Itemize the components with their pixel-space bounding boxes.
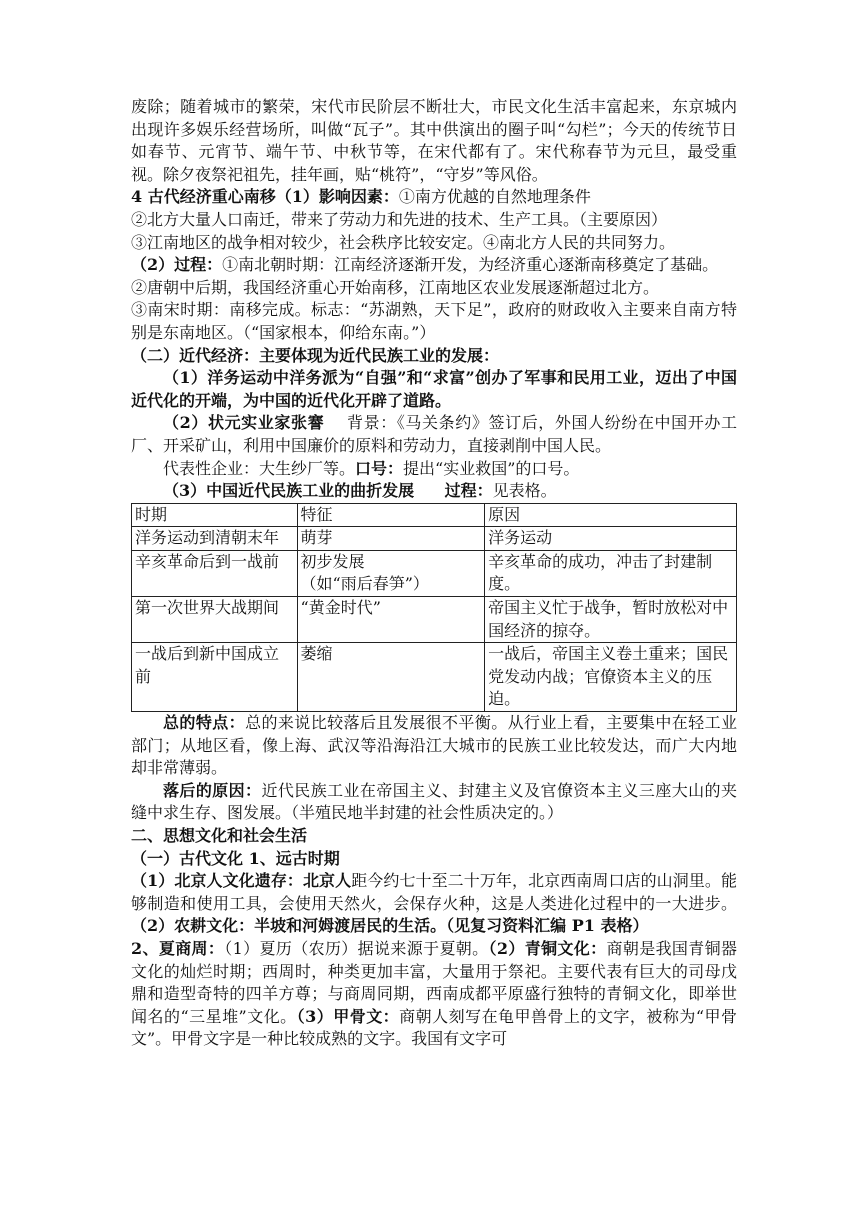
overall-label: 总的特点： bbox=[163, 713, 246, 733]
table-row bbox=[132, 597, 737, 643]
slogan-label: 口号： bbox=[355, 458, 404, 478]
farming-culture-label: （2）农耕文化：半坡和河姆渡居民的生活。（见复习资料汇编 P1 表格） bbox=[131, 916, 649, 936]
table-row bbox=[132, 527, 737, 551]
overall-features bbox=[131, 712, 737, 780]
table-cell: 洋务运动 bbox=[485, 527, 737, 551]
westernization-paragraph bbox=[131, 367, 737, 412]
ancient-culture-subheading bbox=[131, 848, 737, 871]
table-cell: 洋务运动到清朝末年 bbox=[132, 527, 298, 551]
xia-shang-zhou-paragraph bbox=[131, 938, 737, 1051]
table-header-cell: 特征 bbox=[297, 503, 485, 527]
zhang-jian-paragraph bbox=[131, 412, 737, 457]
factor-2: ②北方大量人口南迁，带来了劳动力和先进的技术、生产工具。（主要原因） bbox=[131, 209, 668, 229]
bronze-text: 商朝是我国青铜器文化的灿烂时期；西周时，种类更加丰富，大量用于祭祀。主要代表有巨大的司母戊鼎和造型奇特的四羊方尊；与商周同期，西南成都平原盛行独特的青铜文化，即举世闻名的“三星堆”文化。 bbox=[131, 938, 737, 1026]
table-cell: 第一次世界大战期间 bbox=[132, 597, 298, 643]
slogan-text: 提出“实业救国”的口号。 bbox=[403, 458, 580, 478]
process-1 bbox=[131, 254, 737, 277]
culture-heading-text: 二、思想文化和社会生活 bbox=[131, 826, 308, 845]
document-page bbox=[131, 96, 737, 1051]
xsz-label: 2、夏商周： bbox=[131, 938, 225, 958]
enterprise-paragraph bbox=[131, 458, 737, 481]
bronze-label: （2）青铜文化： bbox=[488, 938, 607, 958]
table-header-cell: 原因 bbox=[485, 503, 737, 527]
oracle-bone-label: （3）甲骨文： bbox=[296, 1006, 400, 1026]
reasons-label: 落后的原因： bbox=[163, 780, 262, 800]
table-cell: 辛亥革命后到一战前 bbox=[132, 550, 298, 596]
peking-man-paragraph bbox=[131, 870, 737, 938]
factor-1: ①南方优越的自然地理条件 bbox=[398, 187, 591, 207]
process-label-2: 过程： bbox=[444, 481, 493, 501]
westernization-text: （1）洋务运动中洋务派为“自强”和“求富”创办了军事和民用工业，迈出了中国近代化的开端，为中国的近代化开辟了道路。 bbox=[131, 368, 737, 410]
zhang-jian-text: 背景：《马关条约》签订后，外国人纷纷在中国开办工厂、开采矿山，利用中国廉价的原料和劳动力，直接剥削中国人民。 bbox=[131, 413, 737, 455]
zhang-jian-label: （2）状元实业家张謇 bbox=[163, 413, 325, 433]
modern-heading-text: （二）近代经济：主要体现为近代民族工业的发展： bbox=[131, 345, 500, 365]
process-3: ③南宋时期：南移完成。标志：“苏湖熟，天下足”，政府的财政收入主要来自南方特别是东南地区。（“国家根本，仰给东南。”） bbox=[131, 300, 737, 342]
oracle-bone-text: 商朝人刻写在龟甲兽骨上的文字，被称为“甲骨文”。甲骨文字是一种比较成熟的文字。我国有文字可 bbox=[131, 1006, 737, 1049]
section-4-title: 4 古代经济重心南移（1）影响因素： bbox=[131, 187, 399, 207]
enterprise-text: 代表性企业：大生纱厂等。 bbox=[163, 458, 356, 478]
paragraph-song-culture: 废除；随着城市的繁荣，宋代市民阶层不断壮大，市民文化生活丰富起来，东京城内出现许多娱乐经营场所，叫做“瓦子”。其中供演出的圈子叫“勾栏”；今天的传统节日如春节、元宵节、端午节、中秋节等，在宋代都有了。宋代称春节为元旦，最受重视。除夕夜祭祀祖先，挂年画，贴“桃符”，“守岁”等风俗。 bbox=[131, 97, 737, 184]
peking-man-text: 距今约七十至二十万年，北京西南周口店的山洞里。能够制造和使用工具，会使用天然火，会保存火种，这是人类进化过程中的一大进步。 bbox=[131, 871, 737, 913]
culture-heading bbox=[131, 825, 737, 848]
tortuous-label: （3）中国近代民族工业的曲折发展 bbox=[163, 481, 415, 501]
table-cell: 辛亥革命的成功，冲击了封建制度。 bbox=[485, 550, 737, 596]
process-1-text: ①南北朝时期：江南经济逐渐开发，为经济重心逐渐南移奠定了基础。 bbox=[222, 255, 719, 275]
factor-3: ③江南地区的战争相对较少，社会秩序比较安定。④南北方人民的共同努力。 bbox=[131, 232, 676, 252]
table-cell: 初步发展 （如“雨后春笋”） bbox=[297, 550, 485, 596]
table-header-cell: 时期 bbox=[132, 503, 298, 527]
backwardness-reasons bbox=[131, 780, 737, 825]
section-4-factors bbox=[131, 186, 737, 209]
table-header-row bbox=[132, 503, 737, 527]
process-2: ②唐朝中后期，我国经济重心开始南移，江南地区农业发展逐渐超过北方。 bbox=[131, 277, 660, 297]
table-row bbox=[132, 550, 737, 596]
industry-table bbox=[131, 503, 737, 712]
peking-man-label: （1）北京人文化遗存：北京人 bbox=[131, 871, 352, 891]
process-text: 见表格。 bbox=[492, 481, 557, 501]
table-cell: 一战后到新中国成立前 bbox=[132, 643, 298, 712]
table-cell: 萎缩 bbox=[297, 643, 485, 712]
ancient-sub-text: （一）古代文化 1、远古时期 bbox=[131, 848, 340, 868]
overall-text: 总的来说比较落后且发展很不平衡。从行业上看，主要集中在轻工业部门；从地区看，像上海、武汉等沿海沿江大城市的民族工业比较发达，而广大内地却非常薄弱。 bbox=[131, 713, 737, 778]
tortuous-development-paragraph bbox=[131, 480, 737, 503]
modern-economy-heading bbox=[131, 345, 737, 368]
table-row bbox=[132, 643, 737, 712]
reasons-text: 近代民族工业在帝国主义、封建主义及官僚资本主义三座大山的夹缝中求生存、图发展。（半殖民地半封建的社会性质决定的。） bbox=[131, 780, 737, 823]
process-label: （2）过程： bbox=[131, 255, 223, 275]
table-cell: 萌芽 bbox=[297, 527, 485, 551]
table-cell: 帝国主义忙于战争，暂时放松对中国经济的掠夺。 bbox=[485, 597, 737, 643]
table-cell: 一战后，帝国主义卷土重来；国民党发动内战；官僚资本主义的压迫。 bbox=[485, 643, 737, 712]
table-cell: “黄金时代” bbox=[297, 597, 485, 643]
xia-calendar-text: （1）夏历（农历）据说来源于夏朝。 bbox=[224, 938, 489, 958]
